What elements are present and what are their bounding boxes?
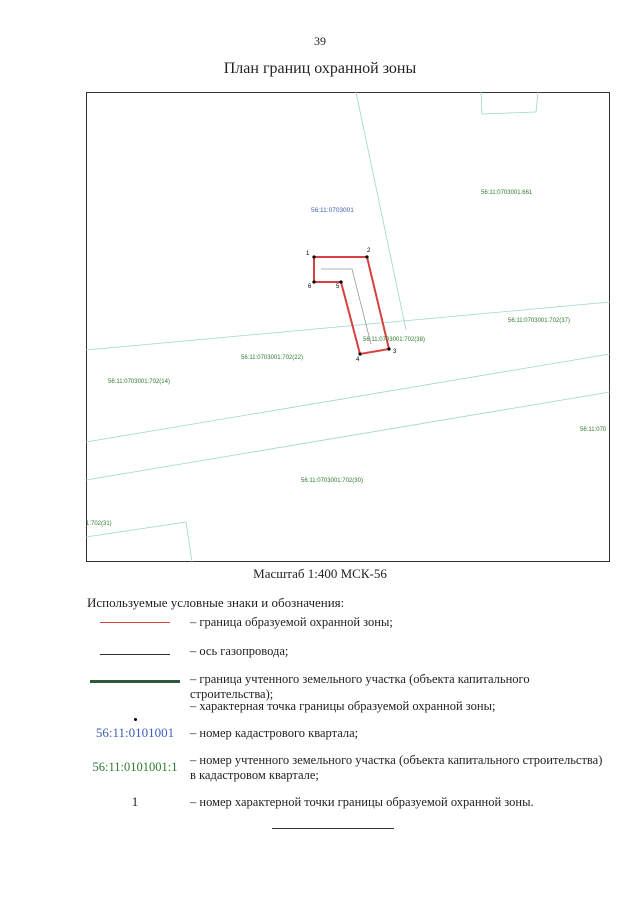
point-label-3: 3 [393, 349, 397, 355]
boundary-point-2 [365, 255, 368, 258]
legend-item-point [0, 698, 640, 722]
legend-item-parcel [0, 752, 640, 782]
legend-desc: – ось газопровода; [190, 644, 289, 658]
parcel-label-661: 56:11:0703001:661 [481, 190, 533, 196]
legend-desc: – граница учтенного земельного участка (объекта капитального строительства); [190, 672, 530, 701]
legend-desc: – граница образуемой охранной зоны; [190, 615, 393, 629]
map-canvas [86, 92, 610, 562]
point-label-4: 4 [356, 357, 360, 363]
page-title: План границ охранной зоны [223, 60, 417, 77]
boundary-point-1 [312, 255, 315, 258]
legend-item-pipeline-axis [0, 643, 640, 667]
scale-caption: Масштаб 1:400 МСК-56 [253, 566, 387, 581]
legend-item-zone-boundary [0, 614, 640, 638]
point-label-6: 6 [308, 284, 312, 290]
quarter-label: 56:11:0703001 [311, 207, 354, 214]
parcel-label-22: 56:11:0703001:702(22) [241, 355, 303, 361]
boundary-point-6 [312, 280, 315, 283]
parcel-label-edge: 56:11:070 [580, 427, 607, 433]
legend-item-parcel-boundary [0, 671, 640, 701]
parcel-label-14: 56:11:0703001:702(14) [108, 379, 170, 385]
page-number: 39 [314, 34, 326, 48]
legend-desc: – номер характерной точки границы образуемой охранной зоны. [190, 795, 534, 809]
parcel-label-37: 56:11:0703001:702(37) [508, 318, 570, 324]
legend-sample-point-number: 1 [131, 794, 139, 809]
map-border [87, 93, 610, 562]
legend-desc: – характерная точка границы образуемой охранной зоны; [190, 699, 496, 713]
legend-desc: – номер учтенного земельного участка (объекта капитального строительства) в кадастровом квартале; [190, 753, 603, 782]
legend-desc: – номер кадастрового квартала; [190, 726, 359, 740]
parcel-label-30: 56:11:0703001:702(30) [301, 478, 363, 484]
legend-item-point-number [0, 793, 640, 817]
legend-title: Используемые условные знаки и обозначения: [87, 595, 345, 610]
boundary-point-3 [387, 347, 390, 350]
point-label-5: 5 [336, 284, 340, 290]
boundary-point-5 [339, 280, 342, 283]
legend-sample-quarter: 56:11:0101001 [95, 725, 175, 740]
boundary-point-4 [358, 352, 361, 355]
point-label-1: 1 [306, 251, 310, 257]
legend-sample-parcel: 56:11:0101001:1 [92, 760, 178, 774]
bottom-rule [272, 828, 394, 829]
map-frame [86, 92, 610, 562]
legend-item-quarter [0, 724, 640, 748]
parcel-label-31: 1:702(31) [86, 521, 112, 527]
parcel-label-38: 56:11:0703001:702(38) [363, 337, 425, 343]
point-label-2: 2 [367, 248, 371, 254]
